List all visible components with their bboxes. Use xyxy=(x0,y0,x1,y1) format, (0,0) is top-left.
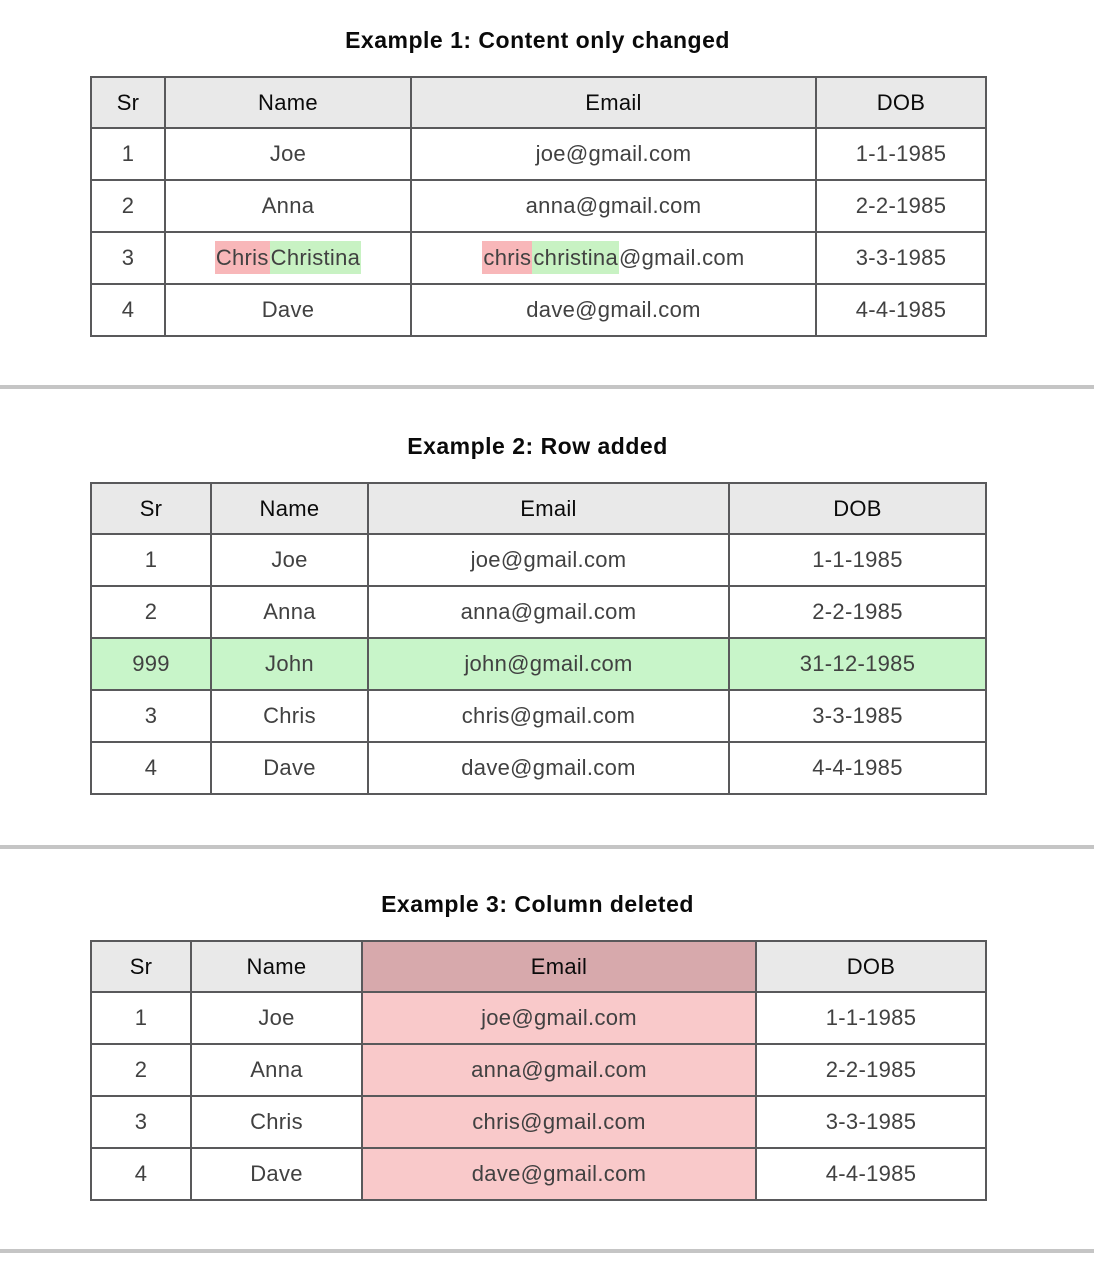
table-cell: anna@gmail.com xyxy=(411,180,816,232)
table-row xyxy=(91,690,986,742)
table-cell: chris@gmail.com xyxy=(368,690,729,742)
table-cell: 4 xyxy=(91,1148,191,1200)
section-example-1 xyxy=(90,26,985,337)
table-cell: 4 xyxy=(91,284,165,336)
section-divider xyxy=(0,385,1094,389)
table-cell: 4-4-1985 xyxy=(816,284,986,336)
table-cell: Joe xyxy=(211,534,368,586)
column-header-sr: Sr xyxy=(91,941,191,992)
table-cell: 2-2-1985 xyxy=(729,586,986,638)
table-cell: Dave xyxy=(211,742,368,794)
column-header-name: Name xyxy=(211,483,368,534)
table-cell: Anna xyxy=(165,180,411,232)
table-cell: dave@gmail.com xyxy=(362,1148,756,1200)
table-cell: Chris xyxy=(191,1096,362,1148)
diff-segment-removed: chris xyxy=(482,241,532,274)
table-head xyxy=(91,941,986,992)
diff-segment-added: christina xyxy=(532,241,619,274)
table-cell xyxy=(165,232,411,284)
column-header-dob: DOB xyxy=(816,77,986,128)
section-divider xyxy=(0,845,1094,849)
header-row xyxy=(91,941,986,992)
column-header-email: Email xyxy=(411,77,816,128)
table-row xyxy=(91,742,986,794)
diff-segment-removed: Chris xyxy=(215,241,270,274)
table-cell: Chris xyxy=(211,690,368,742)
table-cell: 1-1-1985 xyxy=(729,534,986,586)
table-cell: Dave xyxy=(191,1148,362,1200)
table-cell: 3 xyxy=(91,1096,191,1148)
table-cell: 1 xyxy=(91,128,165,180)
table-row xyxy=(91,1148,986,1200)
table-cell: 31-12-1985 xyxy=(729,638,986,690)
column-header-dob: DOB xyxy=(756,941,986,992)
table-cell: 999 xyxy=(91,638,211,690)
column-header-name: Name xyxy=(165,77,411,128)
table-cell: 4 xyxy=(91,742,211,794)
table-cell: 2 xyxy=(91,586,211,638)
table-cell: chrischristina@gmail.com xyxy=(411,232,816,284)
table-cell: Joe xyxy=(165,128,411,180)
table-cell: Anna xyxy=(191,1044,362,1096)
table-cell: Joe xyxy=(191,992,362,1044)
section-title-example-2: Example 2: Row added xyxy=(407,433,668,459)
table-cell: 2 xyxy=(91,180,165,232)
table-cell: dave@gmail.com xyxy=(411,284,816,336)
table-cell: 2-2-1985 xyxy=(816,180,986,232)
table-cell: dave@gmail.com xyxy=(368,742,729,794)
section-example-2 xyxy=(90,432,985,795)
table-row xyxy=(91,1096,986,1148)
section-divider xyxy=(0,1249,1094,1253)
table-cell: 2-2-1985 xyxy=(756,1044,986,1096)
header-row xyxy=(91,77,986,128)
table-head xyxy=(91,77,986,128)
table-cell: anna@gmail.com xyxy=(368,586,729,638)
section-example-3 xyxy=(90,890,985,1201)
table-cell: Anna xyxy=(211,586,368,638)
table-body xyxy=(91,128,986,336)
table-row xyxy=(91,992,986,1044)
table-cell: joe@gmail.com xyxy=(368,534,729,586)
table-row xyxy=(91,534,986,586)
table-row xyxy=(91,1044,986,1096)
table-cell: John xyxy=(211,638,368,690)
header-row xyxy=(91,483,986,534)
table-cell: anna@gmail.com xyxy=(362,1044,756,1096)
table-body xyxy=(91,992,986,1200)
section-title-example-3: Example 3: Column deleted xyxy=(381,891,694,917)
column-header-email: Email xyxy=(362,941,756,992)
table-cell: 4-4-1985 xyxy=(729,742,986,794)
table-cell: 3-3-1985 xyxy=(756,1096,986,1148)
table-cell: 2 xyxy=(91,1044,191,1096)
table-row xyxy=(91,586,986,638)
table-cell: 1 xyxy=(91,534,211,586)
column-header-sr: Sr xyxy=(91,77,165,128)
table-cell: 3 xyxy=(91,690,211,742)
table-cell: Dave xyxy=(165,284,411,336)
diff-segment-added: Christina xyxy=(270,241,362,274)
table-cell: 4-4-1985 xyxy=(756,1148,986,1200)
column-header-dob: DOB xyxy=(729,483,986,534)
table-cell: john@gmail.com xyxy=(368,638,729,690)
table-cell: 3-3-1985 xyxy=(816,232,986,284)
table-body xyxy=(91,534,986,794)
example-2-table xyxy=(90,482,987,795)
table-cell: 1 xyxy=(91,992,191,1044)
table-cell: chris@gmail.com xyxy=(362,1096,756,1148)
column-header-sr: Sr xyxy=(91,483,211,534)
table-cell: 1-1-1985 xyxy=(756,992,986,1044)
column-header-name: Name xyxy=(191,941,362,992)
column-header-email: Email xyxy=(368,483,729,534)
table-row xyxy=(91,180,986,232)
table-row xyxy=(91,284,986,336)
table-cell: 3-3-1985 xyxy=(729,690,986,742)
table-cell: joe@gmail.com xyxy=(411,128,816,180)
example-3-table xyxy=(90,940,987,1201)
table-row-added xyxy=(91,638,986,690)
table-row xyxy=(91,128,986,180)
table-row xyxy=(91,232,986,284)
table-head xyxy=(91,483,986,534)
table-cell: joe@gmail.com xyxy=(362,992,756,1044)
table-cell: 3 xyxy=(91,232,165,284)
example-1-table xyxy=(90,76,987,337)
section-title-example-1: Example 1: Content only changed xyxy=(345,27,730,53)
table-cell: 1-1-1985 xyxy=(816,128,986,180)
